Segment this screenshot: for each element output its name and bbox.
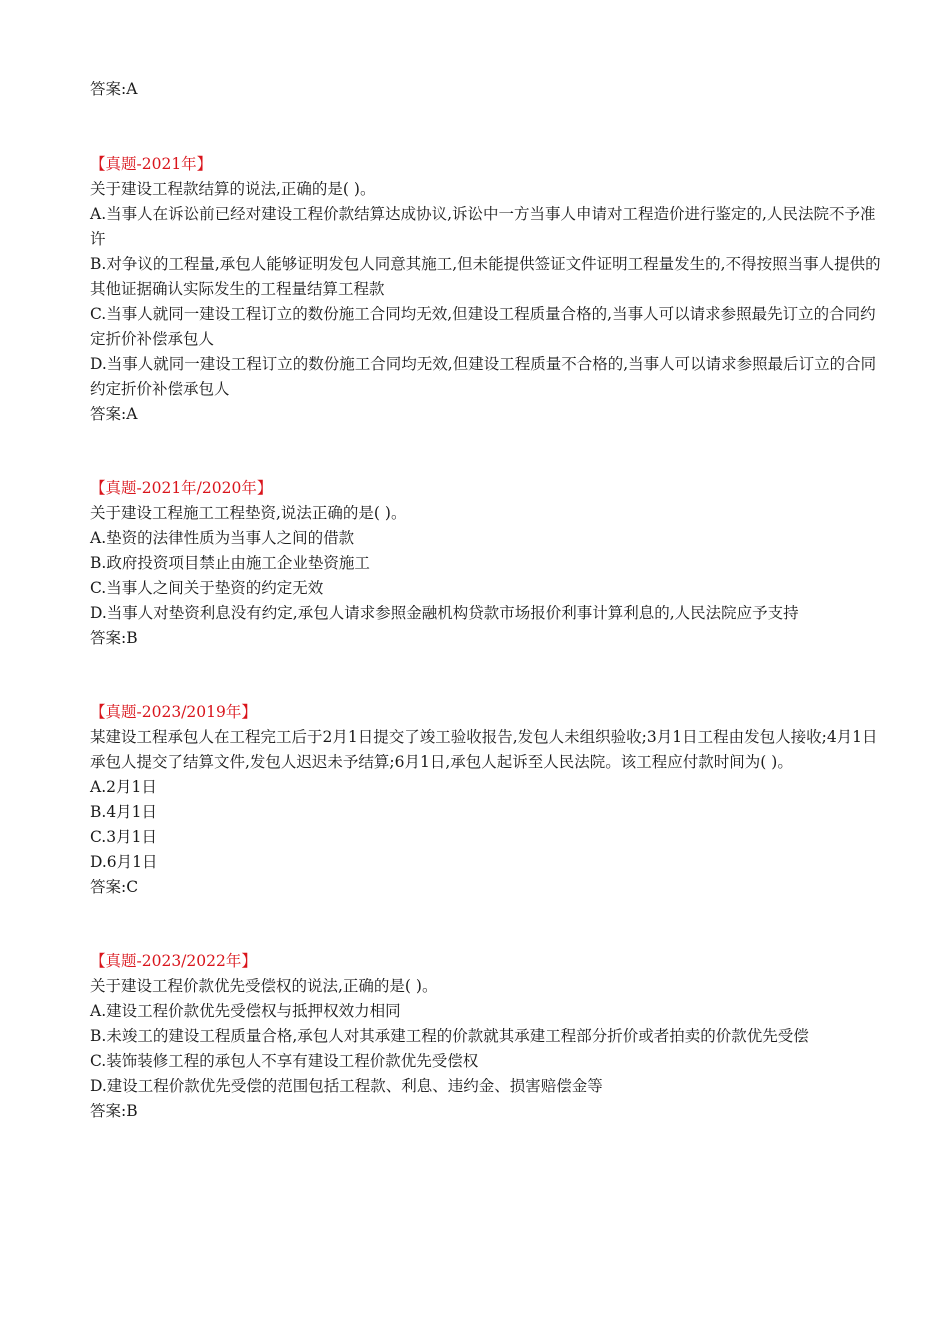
option: C.3月1日 — [90, 828, 157, 846]
answer: 答案:A — [90, 405, 138, 423]
question-tag: 【真题-2021年/2020年】 — [90, 479, 273, 497]
question-stem: 某建设工程承包人在工程完工后于2月1日提交了竣工验收报告,发包人未组织验收;3月1日工程由发包人接收;4月1日承包人提交了结算文件,发包人迟迟未予结算;6月1日,承包人起诉至人民法院。该工程应付款时间为( )。 — [90, 728, 878, 771]
document-content — [90, 77, 885, 1124]
option: B.4月1日 — [90, 803, 158, 821]
option: A.垫资的法律性质为当事人之间的借款 — [90, 529, 355, 547]
option: A.2月1日 — [90, 778, 157, 796]
answer: 答案:B — [90, 629, 138, 647]
option: D.建设工程价款优先受偿的范围包括工程款、利息、违约金、损害赔偿金等 — [90, 1077, 603, 1095]
option: C.当事人之间关于垫资的约定无效 — [90, 579, 324, 597]
option: A.当事人在诉讼前已经对建设工程价款结算达成协议,诉讼中一方当事人申请对工程造价进行鉴定的,人民法院不予准许 — [90, 205, 876, 248]
option: C.装饰装修工程的承包人不享有建设工程价款优先受偿权 — [90, 1052, 479, 1070]
question-block — [90, 476, 885, 651]
question-stem: 关于建设工程款结算的说法,正确的是( )。 — [90, 180, 376, 198]
question-block — [90, 700, 885, 900]
question-stem: 关于建设工程价款优先受偿权的说法,正确的是( )。 — [90, 977, 438, 995]
option: A.建设工程价款优先受偿权与抵押权效力相同 — [90, 1002, 401, 1020]
question-tag: 【真题-2023/2022年】 — [90, 952, 257, 970]
question-block — [90, 152, 885, 427]
option: B.对争议的工程量,承包人能够证明发包人同意其施工,但未能提供签证文件证明工程量发生的,不得按照当事人提供的其他证据确认实际发生的工程量结算工程款 — [90, 255, 881, 298]
question-tag: 【真题-2023/2019年】 — [90, 703, 257, 721]
option: D.当事人对垫资利息没有约定,承包人请求参照金融机构贷款市场报价利事计算利息的,人民法院应予支持 — [90, 604, 799, 622]
option: B.未竣工的建设工程质量合格,承包人对其承建工程的价款就其承建工程部分折价或者拍卖的价款优先受偿 — [90, 1027, 809, 1045]
answer: 答案:B — [90, 1102, 138, 1120]
question-tag: 【真题-2021年】 — [90, 155, 213, 173]
question-stem: 关于建设工程施工工程垫资,说法正确的是( )。 — [90, 504, 407, 522]
option: B.政府投资项目禁止由施工企业垫资施工 — [90, 554, 370, 572]
option: D.6月1日 — [90, 853, 158, 871]
top-answer: 答案:A — [90, 80, 138, 98]
option: C.当事人就同一建设工程订立的数份施工合同均无效,但建设工程质量合格的,当事人可以请求参照最先订立的合同约定折价补偿承包人 — [90, 305, 876, 348]
option: D.当事人就同一建设工程订立的数份施工合同均无效,但建设工程质量不合格的,当事人可以请求参照最后订立的合同约定折价补偿承包人 — [90, 355, 877, 398]
answer: 答案:C — [90, 878, 139, 896]
question-block — [90, 949, 885, 1124]
